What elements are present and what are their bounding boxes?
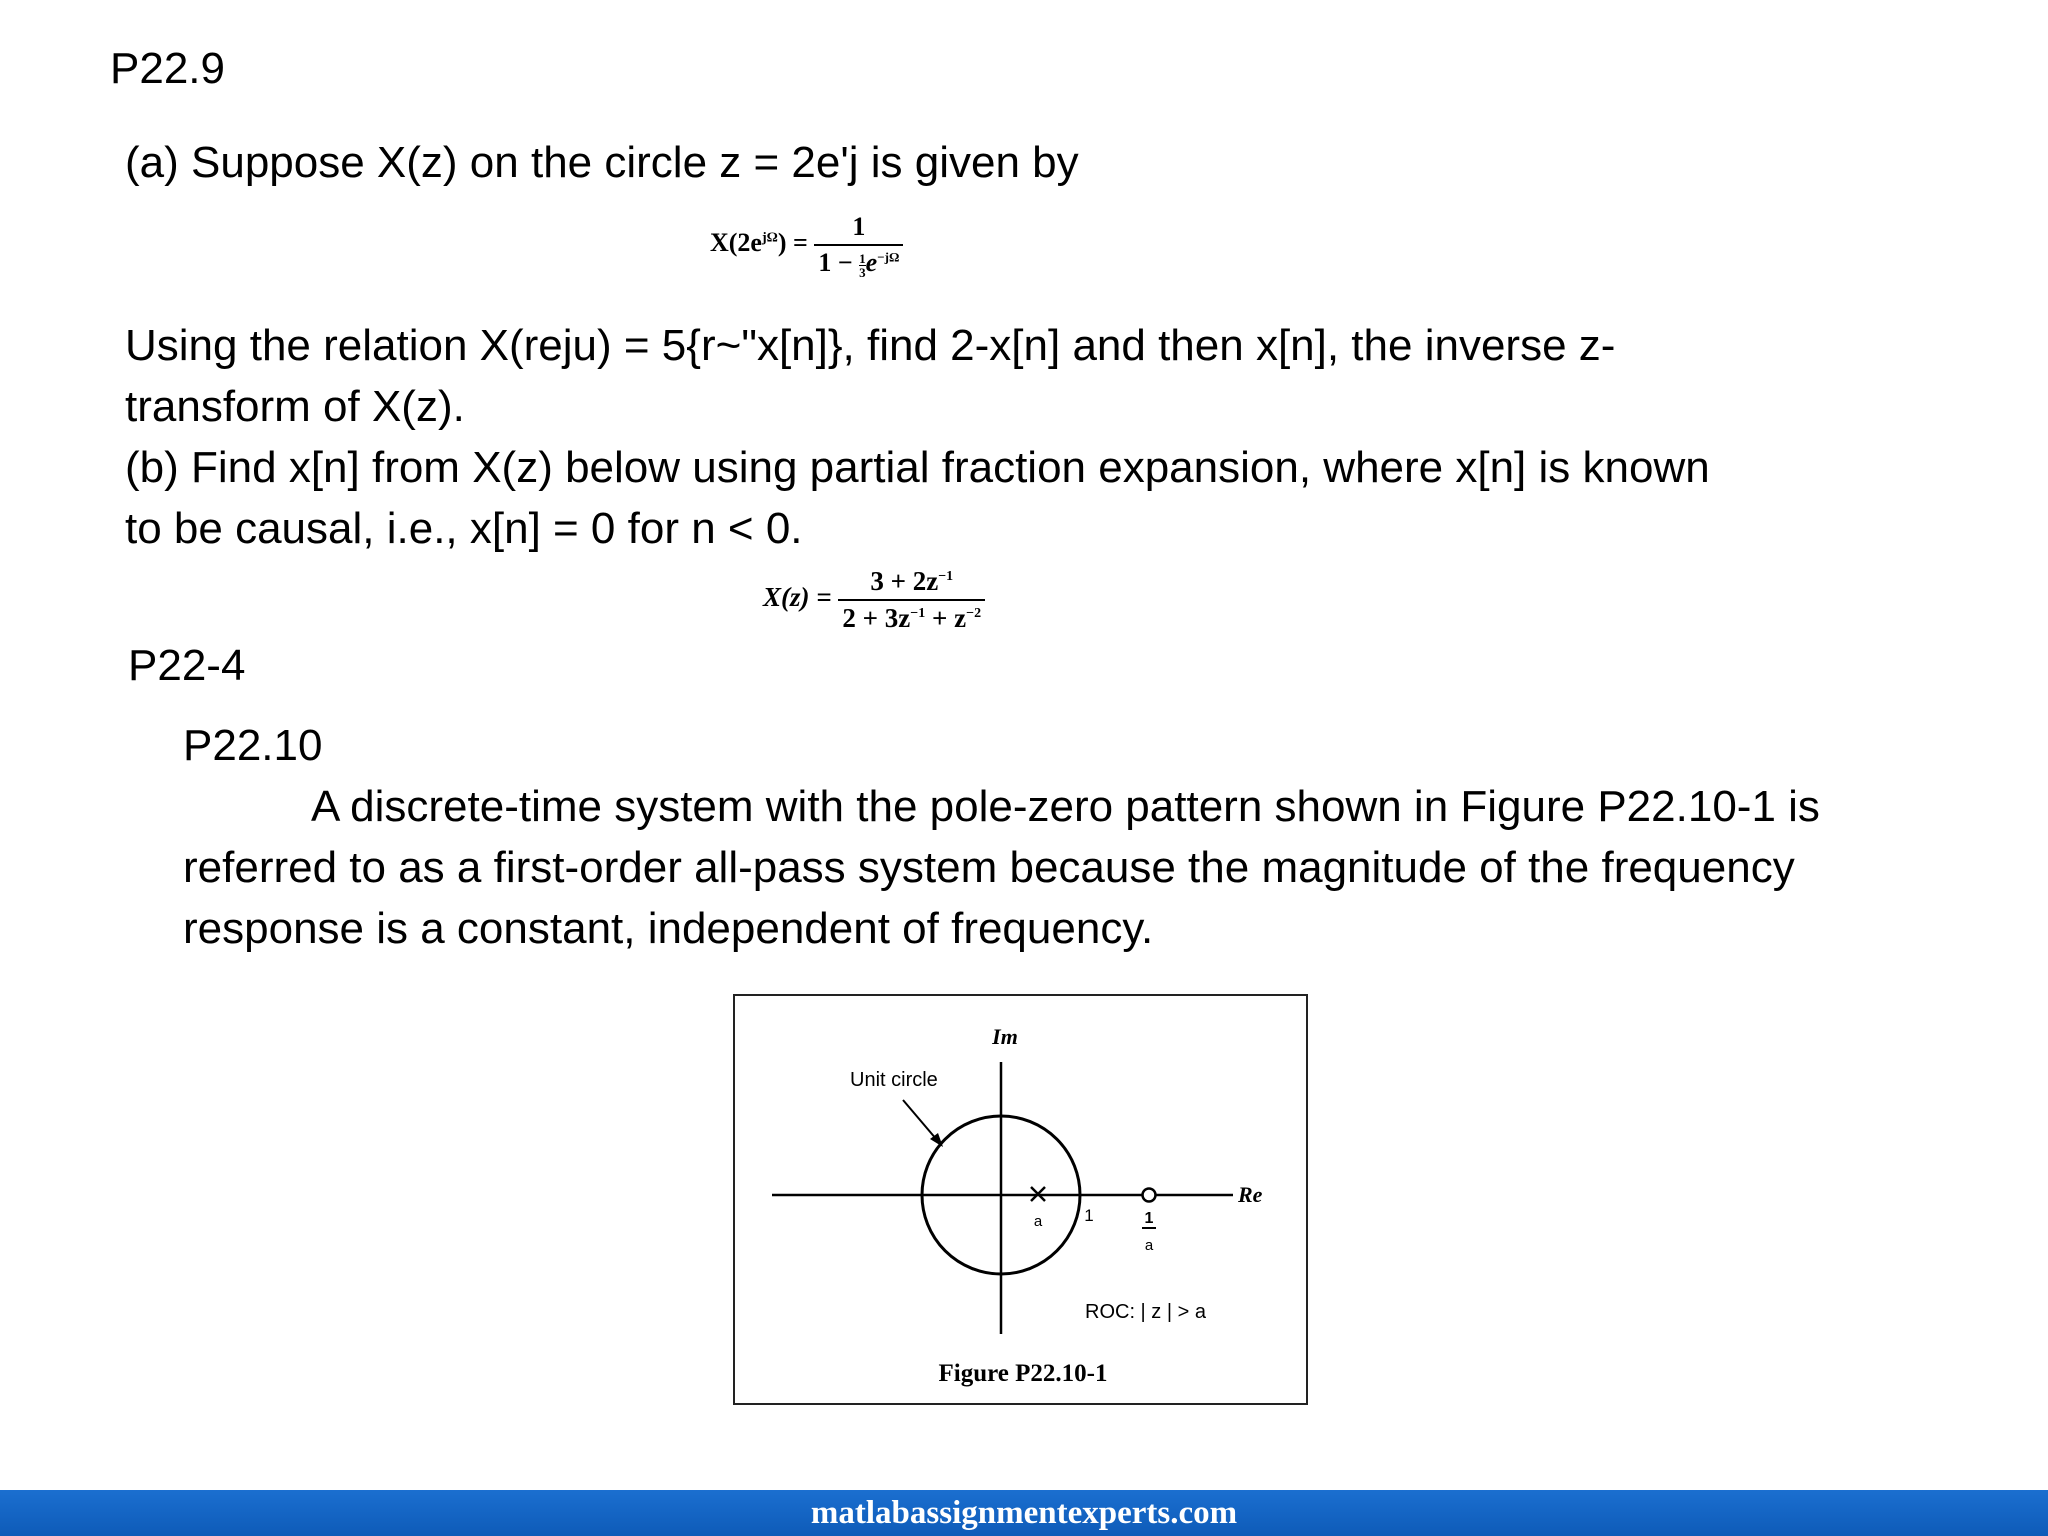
eq1-den-e: e [865,248,878,277]
eq2-den-a-sup: −1 [910,606,926,621]
figure-caption: Figure P22.10-1 [938,1360,1108,1387]
problem-c-line-1: A discrete-time system with the pole-zero pattern shown in Figure P22.10-1 is [311,782,1820,831]
footer-bar [0,1490,2048,1536]
pole-label: a [1033,1213,1043,1230]
pole-zero-plot [735,996,1306,1403]
eq2-lhs: X(z) = [763,582,832,613]
para-line-4: to be causal, i.e., x[n] = 0 for n < 0. [125,504,803,553]
part-a-intro: (a) Suppose X(z) on the circle z = 2e'j is given by [125,138,1079,187]
problem-heading-p22-9: P22.9 [110,44,225,93]
eq2-num-sup: −1 [938,569,954,584]
eq2-num-text: 3 + 2z [870,566,939,596]
eq2-den-b-sup: −2 [966,606,982,621]
eq2-denominator [838,601,985,634]
eq1-one-third-den: 3 [859,264,866,280]
roc-label: ROC: | z | > a [1085,1301,1206,1323]
zero-marker [1143,1189,1156,1202]
unit-point-label: 1 [1084,1206,1094,1225]
eq2-fraction [838,566,985,634]
eq2-den-b: + z [925,603,967,633]
equation-x-2e-jomega [710,212,903,279]
problem-heading-p22-10: P22.10 [183,721,323,770]
real-axis-label: Re [1238,1182,1263,1207]
problem-c-line-3: response is a constant, independent of frequency. [183,904,1154,953]
eq1-one-third-num: 1 [859,250,866,266]
eq1-numerator: 1 [814,212,903,246]
para-line-3: (b) Find x[n] from X(z) below using partial fraction expansion, where x[n] is known [125,443,1710,492]
eq1-lhs-close: ) = [777,228,808,258]
equation-x-z [763,566,985,634]
problem-heading-p22-4: P22-4 [128,641,246,690]
eq2-den-a: 2 + 3z [842,603,911,633]
eq1-lhs-sup: jΩ [761,230,778,246]
zero-label-denominator: a [1144,1237,1154,1254]
zero-label-numerator: 1 [1144,1210,1154,1227]
imaginary-axis-label: Im [992,1024,1018,1049]
unit-circle-label: Unit circle [850,1069,938,1091]
unit-circle-arrow-line [903,1100,937,1140]
eq2-numerator [838,566,985,601]
eq1-fraction [814,212,903,279]
eq1-lhs: X(2e [710,228,762,258]
pole-zero-figure [733,994,1308,1405]
footer-website: matlabassignmentexperts.com [810,1495,1238,1531]
para-line-2: transform of X(z). [125,382,465,431]
eq1-den-sup: −jΩ [877,249,900,265]
para-line-1: Using the relation X(reju) = 5{r~"x[n]}, find 2-x[n] and then x[n], the inverse z- [125,321,1616,370]
problem-c-line-2: referred to as a first-order all-pass system because the magnitude of the frequency [183,843,1795,892]
eq1-den-prefix: 1 − [818,248,860,277]
eq1-denominator [814,246,903,279]
